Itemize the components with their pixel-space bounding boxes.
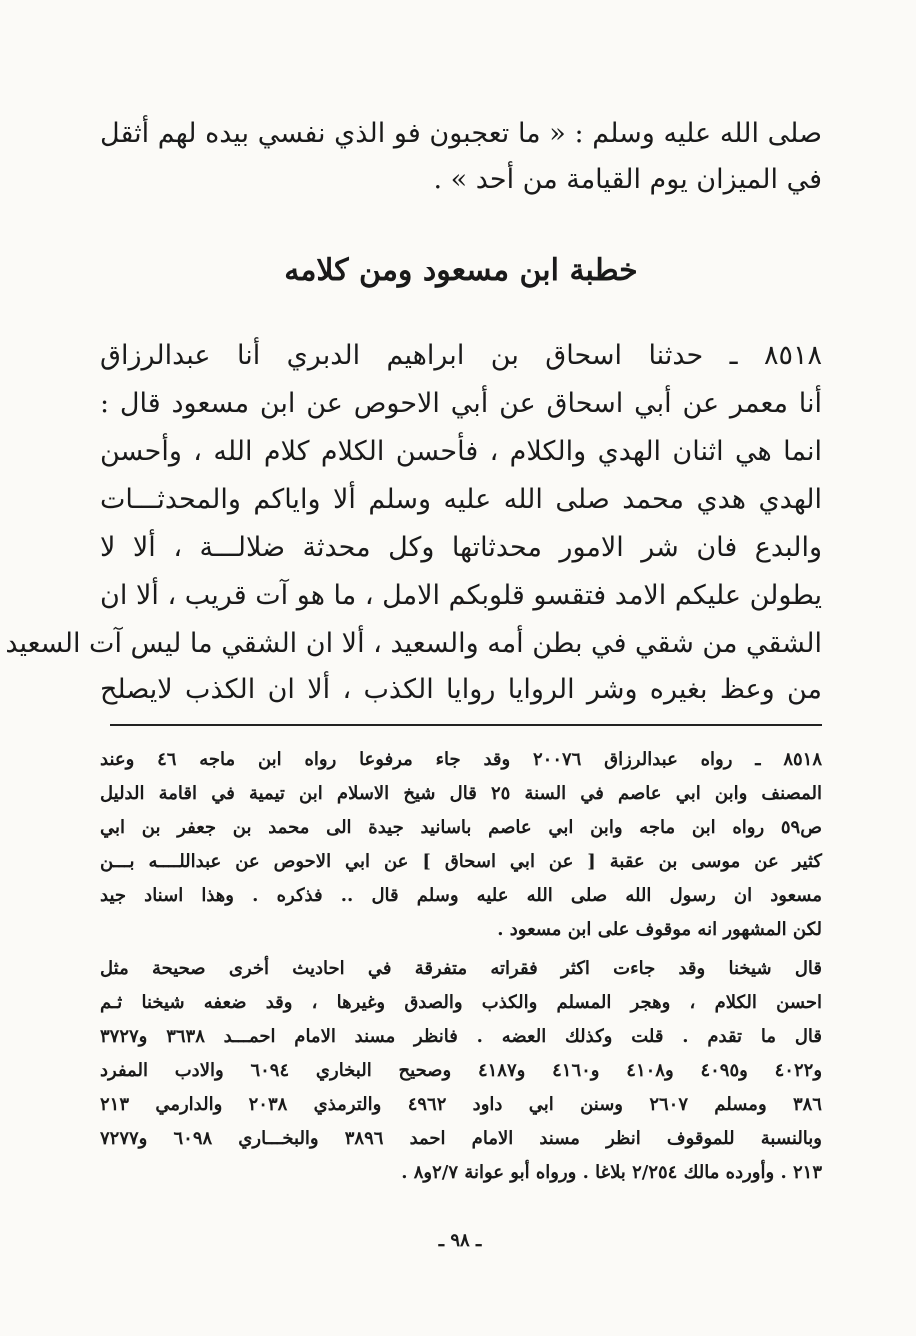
footnote-line: كثير عن موسى بن عقبة [ عن ابي اسحاق ] عن ابي الاحوص عن عبداللــــه بـــن: [100, 851, 822, 872]
main-line: الشقي من شقي في بطن أمه والسعيد ، ألا ان الشقي ما ليس آت السعيد: [5, 628, 822, 659]
footnote-line: قال شيخنا وقد جاءت اكثر فقراته متفرقة في احاديث أخرى صحيحة مثل: [100, 958, 822, 979]
main-line: من وعظ بغيره وشر الروايا روايا الكذب ، ألا ان الكذب لايصلح: [100, 674, 822, 705]
intro-line: في الميزان يوم القيامة من أحد » .: [433, 164, 822, 195]
footnote-line: احسن الكلام ، وهجر المسلم والكذب والصدق وغيرها ، وقد ضعفه شيخنا ثـم: [100, 992, 822, 1013]
footnote-line: ٢١٣ . وأورده مالك ٢/٢٥٤ بلاغا . ورواه أبو عوانة ٢/٧و٨ .: [401, 1162, 822, 1183]
main-line: أنا معمر عن أبي اسحاق عن أبي الاحوص عن ابن مسعود قال :: [100, 388, 822, 419]
page-number: ـ ٩٨ ـ: [438, 1230, 482, 1251]
footnote-line: ٣٨٦ ومسلم ٢٦٠٧ وسنن ابي داود ٤٩٦٢ والترمذي ٢٠٣٨ والدارمي ٢١٣: [100, 1094, 822, 1115]
footnote-line: مسعود ان رسول الله صلى الله عليه وسلم قال .. فذكره . وهذا اسناد جيد: [100, 885, 822, 906]
footnote-line: ص٥٩ رواه ابن ماجه وابن ابي عاصم باسانيد جيدة الى محمد بن جعفر بن ابي: [100, 817, 822, 838]
footnote-line: قال ما تقدم . قلت وكذلك العضه . فانظر مسند الامام احمـــد ٣٦٣٨ و٣٧٢٧: [100, 1026, 822, 1047]
main-line: انما هي اثنان الهدي والكلام ، فأحسن الكلام كلام الله ، وأحسن: [100, 436, 822, 467]
footnote-line: ٨٥١٨ ـ رواه عبدالرزاق ٢٠٠٧٦ وقد جاء مرفوعا رواه ابن ماجه ٤٦ وعند: [100, 749, 822, 770]
footnote-separator: [110, 724, 822, 726]
section-heading: خطبة ابن مسعود ومن كلامه: [284, 253, 638, 288]
main-line: الهدي هدي محمد صلى الله عليه وسلم ألا واياكم والمحدثـــات: [100, 484, 822, 515]
footnote-line: لكن المشهور انه موقوف على ابن مسعود .: [497, 919, 822, 940]
footnote-line: وبالنسبة للموقوف انظر مسند الامام احمد ٣٨٩٦ والبخـــاري ٦٠٩٨ و٧٢٧٧: [100, 1128, 822, 1149]
main-line: ٨٥١٨ ـ حدثنا اسحاق بن ابراهيم الدبري أنا عبدالرزاق: [100, 340, 822, 371]
footnote-line: المصنف وابن ابي عاصم في السنة ٢٥ قال شيخ الاسلام ابن تيمية في اقامة الدليل: [100, 783, 823, 804]
main-line: والبدع فان شر الامور محدثاتها وكل محدثة ضلالـــة ، ألا لا: [100, 532, 822, 563]
intro-line: صلى الله عليه وسلم : « ما تعجبون فو الذي نفسي بيده لهم أثقل: [100, 118, 822, 149]
footnote-line: و٤٠٢٢ و٤٠٩٥ و٤١٠٨ و٤١٦٠ و٤١٨٧ وصحيح البخاري ٦٠٩٤ والادب المفرد: [100, 1060, 823, 1081]
main-line: يطولن عليكم الامد فتقسو قلوبكم الامل ، ما هو آت قريب ، ألا ان: [100, 580, 822, 611]
